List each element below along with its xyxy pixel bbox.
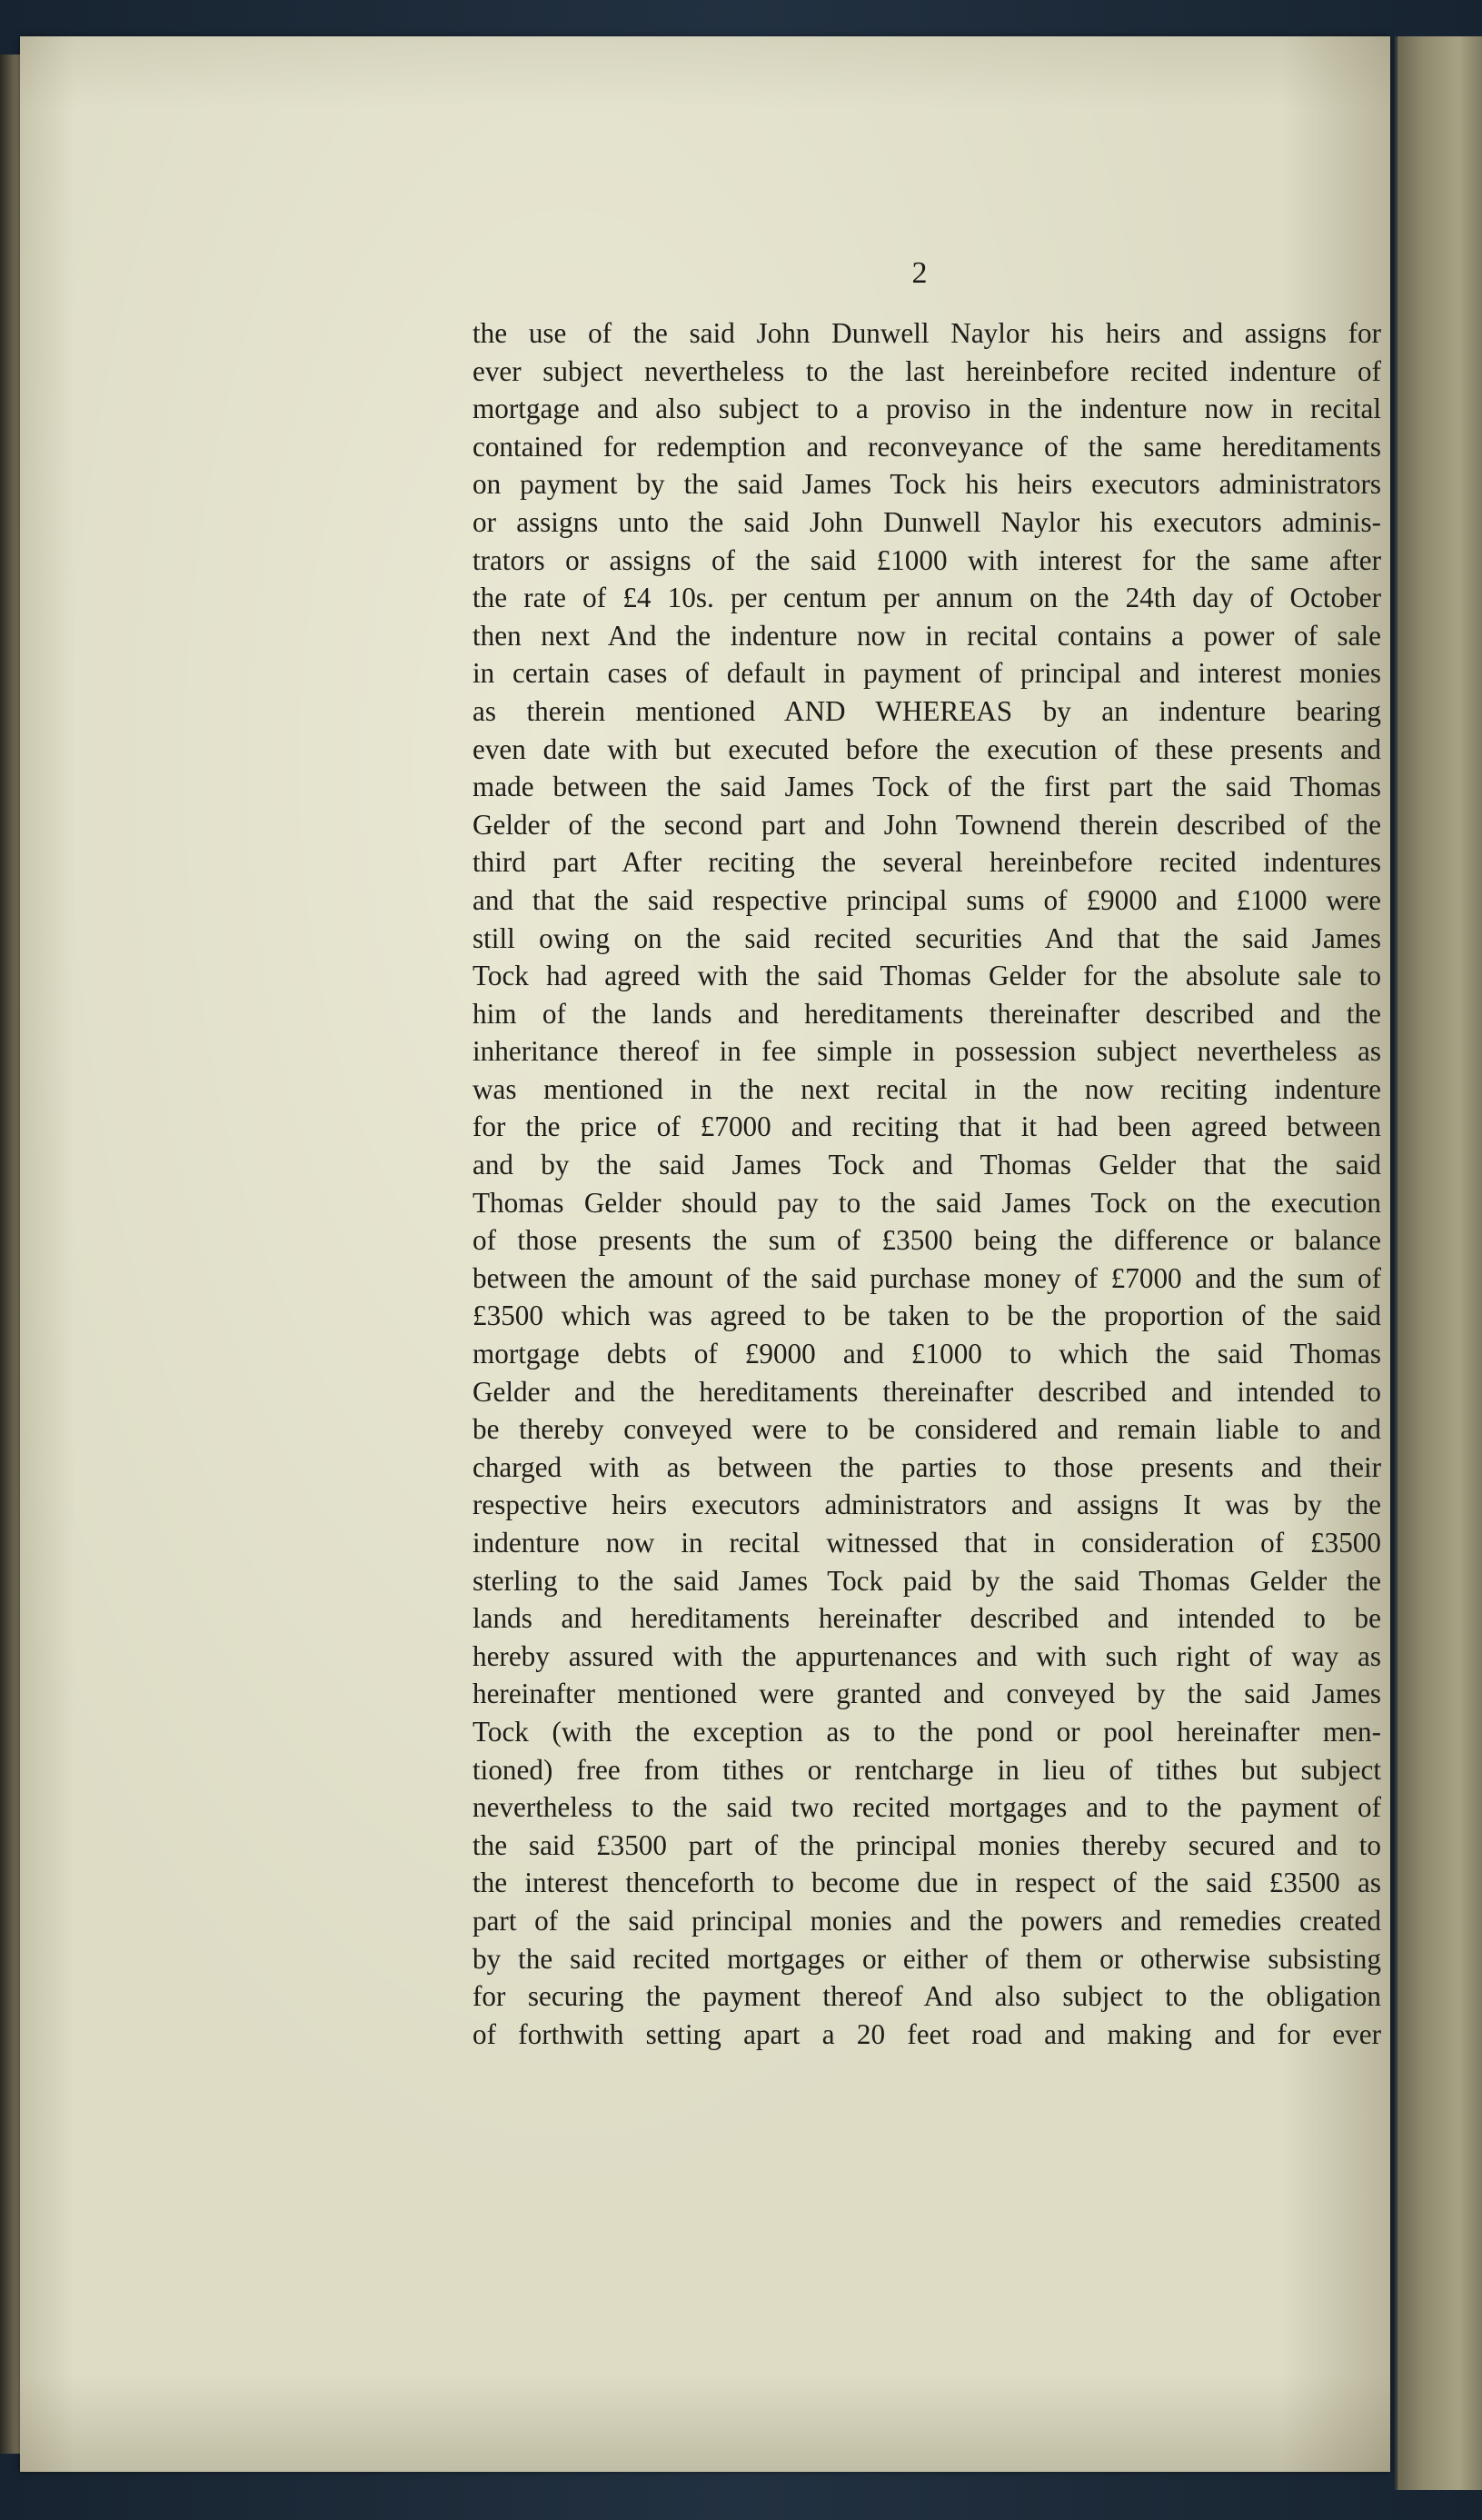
text-line: even date with but executed before the execution of these presents and [472,732,1381,765]
text-line: on payment by the said James Tock his heirs executors administrators [472,468,1381,501]
adjacent-page-edge [1395,36,1482,2490]
text-line: between the amount of the said purchase money of £7000 and the sum of [472,1261,1381,1294]
text-line: for the price of £7000 and reciting that it had been agreed between [472,1111,1381,1143]
text-line: inheritance thereof in fee simple in possession subject nevertheless as [472,1035,1381,1068]
text-line: sterling to the said James Tock paid by the said Thomas Gelder the [472,1564,1381,1597]
text-line: then next And the indenture now in recital contains a power of sale [472,619,1381,652]
text-line: respective heirs executors administrators and assigns It was by the [472,1489,1381,1521]
text-line: by the said recited mortgages or either of them or otherwise subsisting [472,1942,1381,1975]
text-line: and by the said James Tock and Thomas Gelder that the said [472,1149,1381,1181]
text-line: trators or assigns of the said £1000 with interest for the same after [472,543,1381,576]
text-line: charged with as between the parties to those presents and their [472,1450,1381,1483]
text-line: the use of the said John Dunwell Naylor his heirs and assigns for [472,317,1381,349]
text-line: nevertheless to the said two recited mortgages and to the payment of [472,1791,1381,1824]
text-line: the interest thenceforth to become due in respect of the said £3500 as [472,1867,1381,1899]
text-line: the said £3500 part of the principal monies thereby secured and to [472,1828,1381,1861]
text-line: ever subject nevertheless to the last hereinbefore recited indenture of [472,354,1381,387]
text-line: Gelder and the hereditaments thereinafter described and intended to [472,1375,1381,1408]
page-number: 2 [911,256,928,290]
text-line: Tock had agreed with the said Thomas Gelder for the absolute sale to [472,960,1381,992]
text-line: indenture now in recital witnessed that in consideration of £3500 [472,1527,1381,1559]
text-line: hereinafter mentioned were granted and conveyed by the said James [472,1678,1381,1710]
text-line: mortgage and also subject to a proviso in the indenture now in recital [472,393,1381,425]
text-line: of forthwith setting apart a 20 feet road and making and for ever [472,2017,1381,2050]
text-line: or assigns unto the said John Dunwell Naylor his executors adminis- [472,505,1381,538]
text-line: and that the said respective principal sums of £9000 and £1000 were [472,883,1381,916]
text-line: made between the said James Tock of the first part the said Thomas [472,771,1381,803]
text-line: still owing on the said recited securities And that the said James [472,921,1381,954]
text-line: hereby assured with the appurtenances and with such right of way as [472,1639,1381,1672]
text-line: the rate of £4 10s. per centum per annum on the 24th day of October [472,582,1381,614]
text-line: part of the said principal monies and the powers and remedies created [472,1904,1381,1937]
text-line: lands and hereditaments hereinafter described and intended to be [472,1602,1381,1635]
text-line: third part After reciting the several hereinbefore recited indentures [472,846,1381,879]
text-line: Tock (with the exception as to the pond or pool hereinafter men- [472,1715,1381,1748]
text-line: mortgage debts of £9000 and £1000 to which the said Thomas [472,1338,1381,1370]
text-line: be thereby conveyed were to be considered and remain liable to and [472,1413,1381,1446]
text-line: in certain cases of default in payment of principal and interest monies [472,657,1381,690]
text-line: was mentioned in the next recital in the now reciting indenture [472,1072,1381,1105]
text-line: for securing the payment thereof And also subject to the obligation [472,1980,1381,2013]
text-line: him of the lands and hereditaments thereinafter described and the [472,997,1381,1030]
text-line: tioned) free from tithes or rentcharge in lieu of tithes but subject [472,1753,1381,1786]
text-line: Gelder of the second part and John Townend therein described of the [472,808,1381,841]
text-line: £3500 which was agreed to be taken to be the proportion of the said [472,1300,1381,1332]
text-line: contained for redemption and reconveyance of the same hereditaments [472,430,1381,463]
body-text [472,314,1381,2053]
text-line: Thomas Gelder should pay to the said James Tock on the execution [472,1186,1381,1219]
text-line: of those presents the sum of £3500 being the difference or balance [472,1224,1381,1257]
text-line: as therein mentioned AND WHEREAS by an indenture bearing [472,694,1381,727]
